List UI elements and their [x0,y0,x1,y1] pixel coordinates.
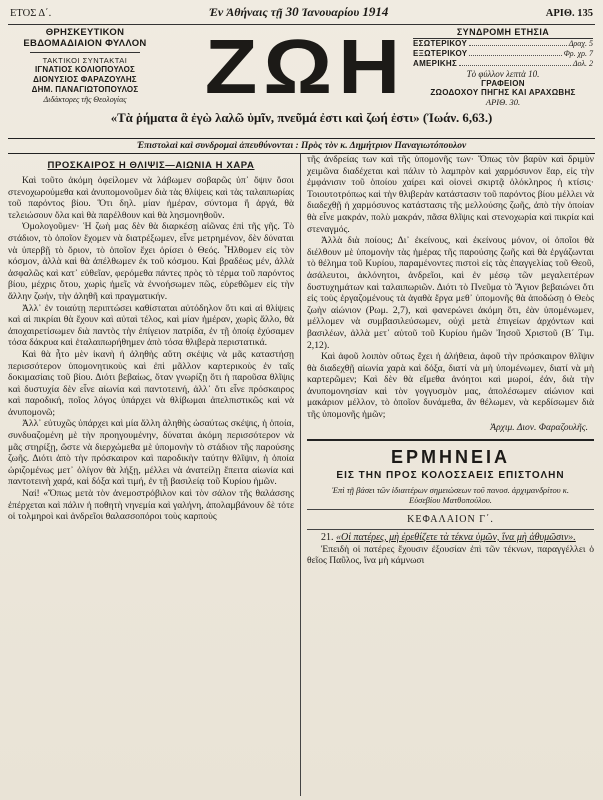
masthead-left-block [10,27,160,104]
contact-line: Ἐπιστολαὶ καὶ συνδρομαὶ ἀπευθύνονται : Πρὸς τὸν κ. Δημήτριον Παναγιωτόπουλον [8,138,595,154]
sheet-price: Τὸ φύλλον λεπτὰ 10. [466,69,540,79]
subscription-row: ΕΞΩΤΕΡΙΚΟΥ Φρ. χρ. 7 [413,49,593,58]
verse-text: «Οἱ πατέρες, μὴ ἐρεθίζετε τὰ τέκνα ὑμῶν, ἵνα μὴ ἀθυμῶσιν». [336,531,576,543]
verse-number: 21. [321,531,334,543]
year-label: ΕΤΟΣ Δ΄. [10,8,52,19]
newspaper-title: ΖΩΗ [204,23,407,111]
issue-date: Ἐν Ἀθήναις τῇ 30 Ἰανουαρίου 1914 [208,4,389,19]
article-paragraph: Καὶ θὰ ἦτο μὲν ἱκανὴ ἡ ἀληθὴς αὕτη σκέψις νὰ μᾶς καταστήσῃ περισσότερον ὑπομονητικοὺς καὶ ἐπὶ μᾶλλον καρτερικοὺς ἐν ταῖς δοκιμασίαις τοῦ βίου. Διότι βεβαίως, ὅταν γνωρίζῃ ὅτι ἡ παροῦσα θλῖψις καὶ δυστυχία δὲν εἶνε αἰωνία καὶ παντοτεινή, ἀλλ᾿ ὅτι εἶνε πρόσκαιρος καὶ παροδική, ποῖος λόγος ὑπάρχει νὰ θλίβωμαι ἀπελπιστικῶς καὶ νὰ ἀνυπομονῶ; [8,348,294,418]
article-signature: Ἀρχιμ. Διον. Φαραζουλῆς. [490,422,588,433]
article-paragraph: Καὶ ἀφοῦ λοιπὸν οὕτως ἔχει ἡ ἀλήθεια, ἀφοῦ τὴν πρόσκαιρον θλῖψιν θὰ διαδεχθῇ αἰωνία χαρὰ καὶ δόξα, διατί νὰ μὴ ὑπομένωμεν, διατί νὰ μὴ καρτερῶμεν; Καὶ δὲν θὰ εἴμεθα ἀνόητοι καὶ μωροί, ἐάν, διὰ τὴν ἀνυπομονησίαν καὶ τὸν γογγυσμὸν μας, ἀπολέσωμεν αἰώνιον καὶ μακάριον μέλλον, τὸ ὁποῖον δυνάμεθα, ἂν θέλωμεν, νὰ κερδίσωμεν διὰ τῆς ὑπομονῆς ἡμῶν; [307,351,594,421]
motto: «Τὰ ῥήματα ἃ ἐγὼ λαλῶ ὑμῖν, πνεῦμά ἐστι καὶ ζωή ἐστι» (Ἰωάν. 6,63.) [110,111,493,125]
section-title: ΕΡΜΗΝΕΙΑ [390,446,510,467]
section-note: Ἐπὶ τῇ βάσει τῶν ἰδιαιτέρων σημειώσεων τοῦ πανοσ. ἀρχιμανδρίτου κ. Εὐσεβίου Ματθοπούλου. [331,484,569,505]
subscription-row: ΑΜΕΡΙΚΗΣ Δολ. 2 [413,59,593,68]
top-strip [8,0,595,24]
category-line-2: ΕΒΔΟΜΑΔΙΑΙΟΝ ΦΥΛΛΟΝ [23,38,147,49]
divider [30,52,140,53]
editors-heading: ΤΑΚΤΙΚΟΙ ΣΥΝΤΑΚΤΑΙ [42,56,128,65]
article-paragraph: Ναί! «Ὅπως μετὰ τὸν ἀνεμοστρόβιλον καὶ τὸν σάλον τῆς θαλάσσης ἐπέρχεται καὶ πάλιν ἡ ποθητὴ νηνεμία καὶ γαλήνη, ἀπολαμβάνουν δὲ τότε οἱ τολμηροὶ καὶ ἀνδρεῖοι θαλασσοπόροι τοὺς καρποὺς [8,488,294,523]
editor-name: ΔΗΜ. ΠΑΝΑΓΙΩΤΟΠΟΥΛΟΣ [31,85,139,94]
editor-name: ΙΓΝΑΤΙΟΣ ΚΟΛΙΟΠΟΥΛΟΣ [34,65,135,74]
article-paragraph: Ἀλλ᾿ εὐτυχῶς ὑπάρχει καὶ μία ἄλλη ἀληθὴς ὡσαύτως σκέψις, ἡ ὁποία, συνδυαζομένη μὲ τὴν προηγουμένην, δύναται ἀκόμη περισσότερον νὰ μᾶς στηρίξῃ, ὥστε νὰ διερχώμεθα μὲ ὑπομονὴν τὸ στάδιον τῆς παρούσης ζωῆς. Διότι ἀπὸ τὴν πρόσκαιρον καὶ παροδικὴν ταύτην θλῖψιν, ἡ ὁποία ὡριζομένως μετ᾿ ὀλίγον θὰ λήξῃ, μέλλει νὰ ἀνατείλῃ ἔπειτα αἰωνία καὶ παντοτεινὴ χαρά, καὶ δόξα καὶ τιμή, ἐν τῇ βασιλείᾳ τοῦ Κυρίου ἡμῶν. [8,418,294,488]
category-line-1: ΘΡΗΣΚΕΥΤΙΚΟΝ [45,27,125,38]
subscription-row: ΕΣΩΤΕΡΙΚΟΥ Δραχ. 5 [413,39,593,48]
body-columns [8,154,595,796]
chapter-heading: ΚΕΦΑΛΑΙΟΝ Γ΄. [407,513,494,525]
issue-number: ΑΡΙΘ. 135 [545,8,593,19]
article-paragraph: Καὶ τοῦτο ἀκόμη ὀφείλομεν νὰ λάβωμεν σοβαρῶς ὑπ᾿ ὄψιν ὅσοι στενοχωρούμεθα καὶ ἀνυπομονοῦμεν διὰ τὰς θλίψεις καὶ τὰς ταλαιπωρίας τοῦ παρόντος βίου. Ὅτι δηλ. μίαν ἡμέραν, σύντομα ἢ ἀργά, θὰ τελειώσουν ὅλα καὶ θὰ παρέλθουν καὶ θὰ λησμονηθοῦν. [8,175,294,221]
article-title: ΠΡΟΣΚΑΙΡΟΣ Η ΘΛΙΨΙΣ—ΑΙΩΝΙΑ Η ΧΑΡΑ [47,160,255,171]
section-subtitle: ΕΙΣ ΤΗΝ ΠΡΟΣ ΚΟΛΟΣΣΑΕΙΣ ΕΠΙΣΤΟΛΗΝ [336,469,565,481]
masthead-right-block [413,27,593,107]
masthead [8,24,595,135]
verse [307,532,594,544]
editor-name: ΔΙΟΝΥΣΙΟΣ ΦΑΡΑΖΟΥΛΗΣ [33,75,137,84]
right-column [301,154,594,796]
section-divider [307,439,594,441]
office-heading: ΓΡΑΦΕΙΟΝ [481,79,525,88]
article-paragraph: Ἐπειδὴ οἱ πατέρες ἔχουσιν ἐξουσίαν ἐπὶ τῶν τέκνων, παραγγέλλει ὁ θεῖος Παῦλος, ἵνα μὴ κάμνωσι [307,543,594,567]
office-number: ΑΡΙΘ. 30. [485,97,521,107]
left-column [8,154,301,796]
divider [307,529,594,530]
article-paragraph: Ὁμολογοῦμεν· Ἡ ζωὴ μας δὲν θὰ διαρκέσῃ αἰῶνας ἐπὶ τῆς γῆς. Τὸ στάδιον, τὸ ὁποῖον ἔχομεν νὰ διατρέξωμεν, εἶνε μετρημένον, δὲν δύναται νὰ ὑπερβῇ τὸ ὅριον, τὸ ὁποῖον ἔχει ὁρίσει ὁ Θεός. Ἦλθομεν εἰς τὸν κόσμον, ἀλλὰ καὶ θὰ ἀπέλθωμεν ἐκ τοῦ κόσμου. Καὶ βραδέως μέν, ἀλλὰ ἀσφαλῶς καὶ κατ᾿ εὐθεῖαν, φερόμεθα πάντες πρὸς τὸ τέρμα τοῦ παρόντος βίου, μέχρις ὅτου, χωρὶς ἡμεῖς νὰ ἐννοήσωμεν πῶς, εὑρεθῶμεν εἰς τὴν ἄλλην ζωήν, τὴν ἀληθῆ καὶ πραγματικήν. [8,221,294,302]
subscription-heading: ΣΥΝΔΡΟΜΗ ΕΤΗΣΙΑ [413,27,593,39]
divider [307,509,594,510]
article-paragraph: Ἀλλὰ διὰ ποίους; Δι᾿ ἐκείνους, καὶ ἐκείνους μόνον, οἱ ὁποῖοι θὰ διέλθουν μὲ ὑπομονὴν τὰς ἡμέρας τῆς παρούσης ζωῆς καὶ θὰ ἐργάζωνται τὸ θέλημα τοῦ Κυρίου, παραμένοντες πιστοὶ εἰς τὰς ἐπαγγελίας τοῦ Θεοῦ, ἀσάλευτοι, ἀκλόνητοι, ἀνδρεῖοι, καὶ ἐν μέσῳ τῶν μεγαλειτέρων δυστυχημάτων καὶ ταλαιπωριῶν. Διότι τὸ Πνεῦμα τὸ Ἅγιον βεβαιώνει ὅτι εἰς τοὺς ἐργαζομένους τὰ ἀγαθὰ ἔργα μεθ᾿ ὑπομονῆς θὰ ἀποδώσῃ ὁ Θεὸς ζωὴν αἰώνιον (Ρωμ. 2,7), καὶ φανερώνει ἀκόμη ὅτι, ἐὰν ὑπομένωμεν, μέλλομεν νὰ συμβασιλεύσωμεν, οὐχὶ μετὰ ἐπιγείων ἀρχόντων καὶ βασιλέων, ἀλλὰ μετ᾿ αὐτοῦ τοῦ Κυρίου ἡμῶν Ἰησοῦ Χριστοῦ (Β΄ Τιμ. 2,12). [307,235,594,351]
editors-note: Διδάκτορες τῆς Θεολογίας [43,95,127,104]
office-address: ΖΩΟΔΟΧΟΥ ΠΗΓΗΣ ΚΑΙ ΑΡΑΧΩΒΗΣ [430,88,576,97]
article-paragraph: Ἀλλ᾿ ἐν τοιαύτῃ περιπτώσει καθίσταται αὐτόδηλον ὅτι καὶ αἱ θλίψεις καὶ αἱ πικρίαι θὰ ἔχουν καὶ αὐταὶ τέλος, καὶ μίαν ἡμέραν, χωρὶς ἄλλο, θὰ ἀποχαιρετίσωμεν διὰ παντὸς τὴν ἐπίγειον πατρίδα, ἐν τῇ ὁποίᾳ ἐχύσαμεν τόσα δάκρυα καὶ ἐταλαιπωρήθημεν ἀπὸ τόσα θλιβερὰ περιστατικά. [8,302,294,349]
article-paragraph: τῆς ἀνδρείας των καὶ τῆς ὑπομονῆς των· Ὅπως τὸν βαρὺν καὶ δριμὺν χειμῶνα διαδέχεται καὶ πάλιν τὸ λαμπρὸν καὶ χαρμόσυνον ἔαρ, εἰς τὴν ἐμφάνισιν τοῦ ὁποίου χαίρει καὶ οἱονεὶ σκιρτᾷ ὁλόκληρος ἡ κτίσις· Τοιουτοτρόπως καὶ τὴν θλιβερὰν κατάστασιν τοῦ παρόντος βίου μέλλει νὰ διαδεχθῇ ἡ χαρμόσυνος κατάστασις τῆς μελλούσης ζωῆς, ἀπὸ τὴν ὁποίαν θὰ εἶνε μακράν, πολὺ μακράν, πᾶσα θλῖψις καὶ στενοχωρία καὶ πικρία καὶ στεναγμός. [307,154,594,235]
